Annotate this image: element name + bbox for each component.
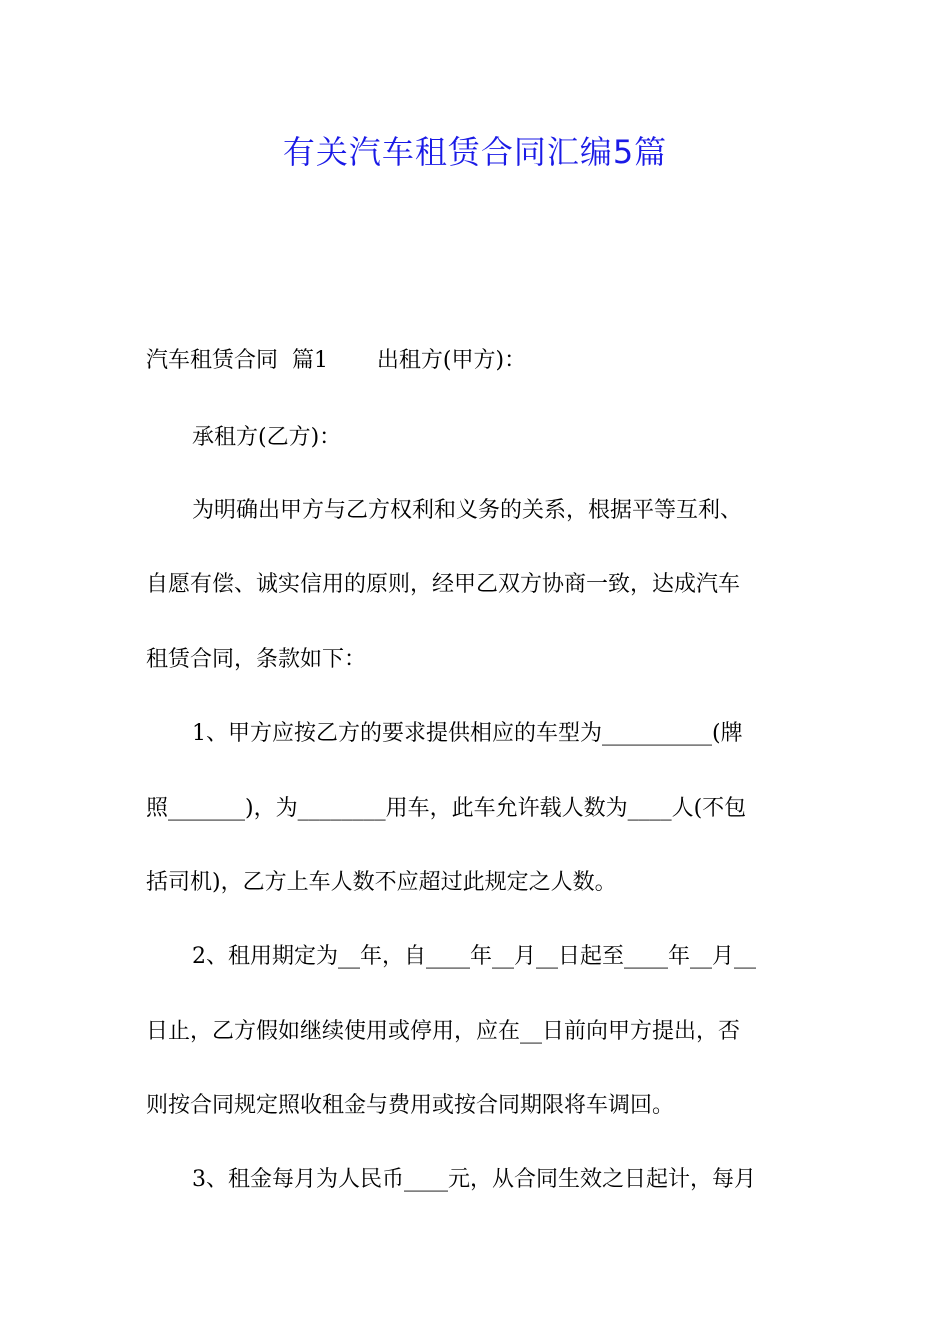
paragraph-line-11: 则按合同规定照收租金与费用或按合同期限将车调回。: [146, 1093, 675, 1118]
paragraph-line-1: 汽车租赁合同 篇1 出租方(甲方)：: [146, 348, 527, 373]
paragraph-line-5: 租赁合同，条款如下：: [146, 647, 367, 672]
paragraph-line-6: 1、甲方应按乙方的要求提供相应的车型为__________(牌: [192, 721, 743, 746]
paragraph-line-8: 括司机)，乙方上车人数不应超过此规定之人数。: [146, 870, 617, 895]
paragraph-line-4: 自愿有偿、诚实信用的原则，经甲乙双方协商一致，达成汽车: [146, 572, 741, 597]
paragraph-line-10: 日止，乙方假如继续使用或停用，应在__日前向甲方提出，否: [146, 1019, 741, 1044]
paragraph-line-3: 为明确出甲方与乙方权利和义务的关系，根据平等互利、: [192, 498, 743, 523]
paragraph-line-7: 照_______)，为________用车，此车允许载人数为____人(不包: [146, 796, 747, 821]
document-title: 有关汽车租赁合同汇编5篇: [282, 133, 668, 171]
paragraph-line-9: 2、租用期定为__年，自____年__月__日起至____年__月__: [192, 944, 756, 969]
paragraph-line-12: 3、租金每月为人民币____元，从合同生效之日起计，每月: [192, 1167, 756, 1192]
paragraph-line-2: 承租方(乙方)：: [192, 425, 342, 450]
